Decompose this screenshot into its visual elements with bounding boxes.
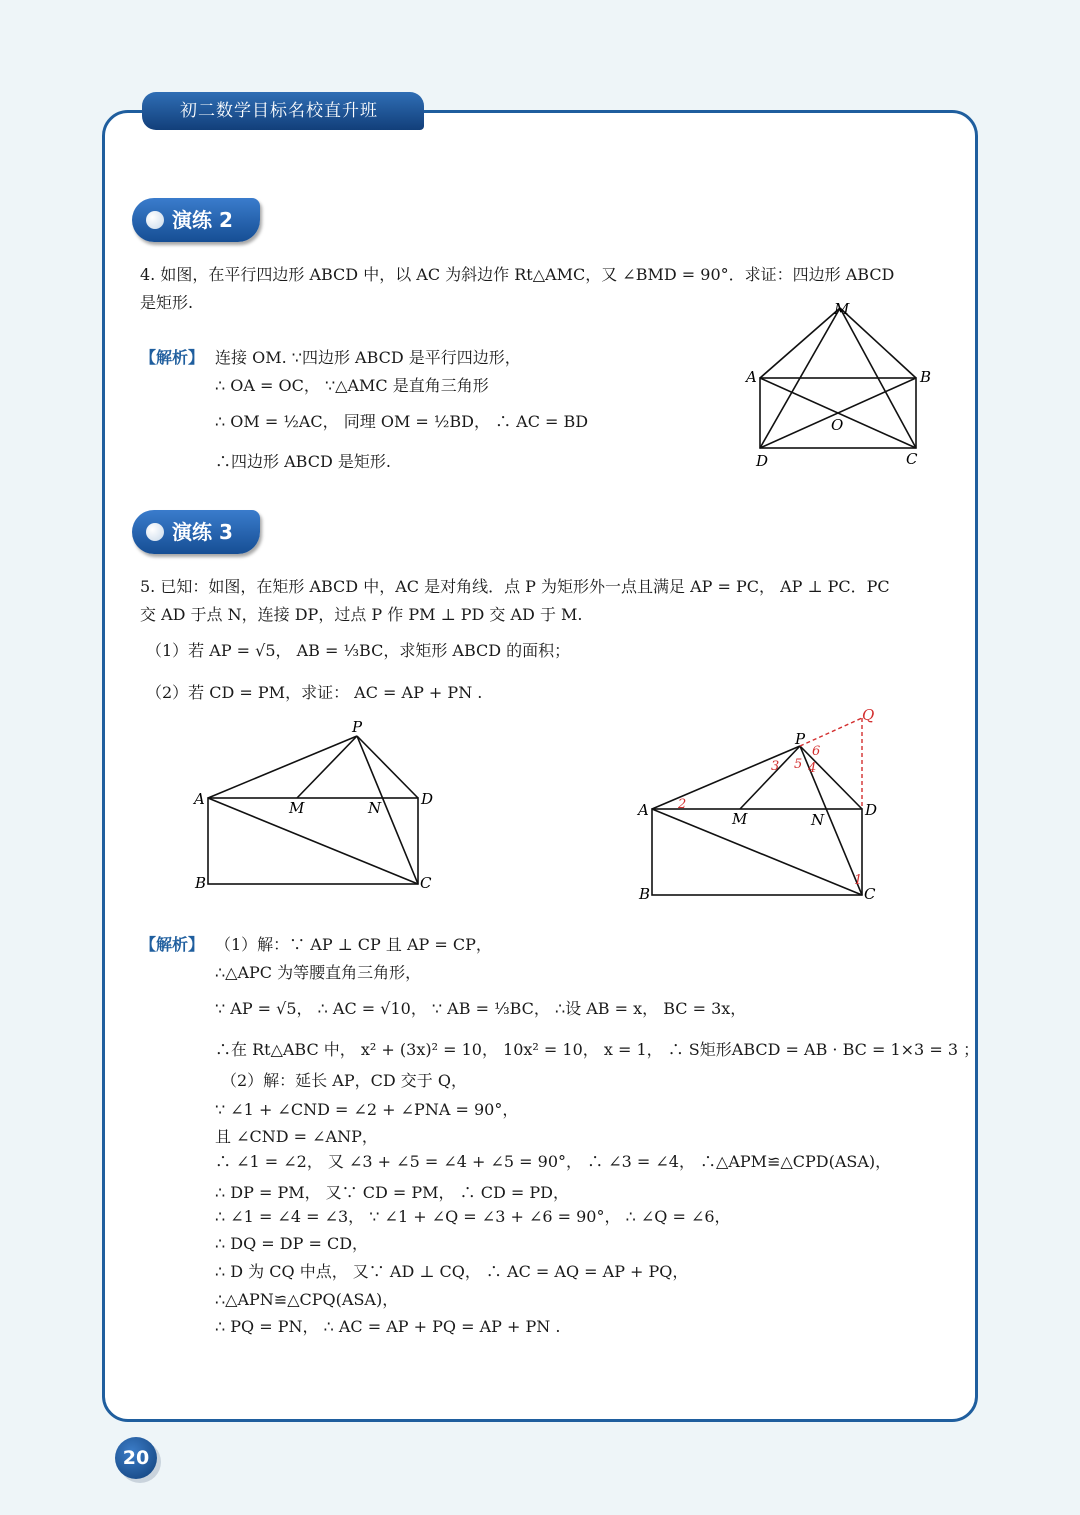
- label-C: C: [420, 874, 432, 892]
- angle-4: 4: [808, 761, 817, 776]
- solution-line: ∵ ∠1 + ∠CND = ∠2 + ∠PNA = 90°，: [215, 1100, 519, 1119]
- figure-rectangle-p: [190, 716, 450, 896]
- label-B: B: [920, 368, 932, 386]
- label-A: A: [746, 368, 757, 386]
- solution-line: （2）解：延长 AP，CD 交于 Q，: [221, 1071, 467, 1090]
- angle-2: 2: [678, 797, 687, 812]
- page-number: 20: [115, 1437, 157, 1479]
- question-5-line1: 5. 已知：如图，在矩形 ABCD 中，AC 是对角线．点 P 为矩形外一点且满足 AP = PC， AP ⊥ PC．PC: [140, 577, 890, 596]
- solution-line: ∴ PQ = PN， ∴ AC = AP + PQ = AP + PN .: [215, 1317, 561, 1336]
- label-A: A: [638, 801, 649, 819]
- label-C: C: [906, 450, 918, 468]
- header-title: 初二数学目标名校直升班: [142, 92, 424, 130]
- question-4-line1: 4. 如图，在平行四边形 ABCD 中，以 AC 为斜边作 Rt△AMC，又 ∠BMD = 90°．求证：四边形 ABCD: [140, 265, 895, 284]
- solution-line: ∴ ∠1 = ∠2， 又 ∠3 + ∠5 = ∠4 + ∠5 = 90°， ∴ ∠3 = ∠4， ∴△APM≌△CPD(ASA)，: [215, 1152, 892, 1171]
- solution-line: （1）解：∵ AP ⊥ CP 且 AP = CP，: [215, 935, 492, 954]
- label-D: D: [756, 452, 769, 470]
- solution-line: ∴ OA = OC， ∵△AMC 是直角三角形: [215, 376, 489, 395]
- question-5-part1: （1）若 AP = √5， AB = ⅓BC，求矩形 ABCD 的面积；: [146, 641, 571, 660]
- figure-rectangle-pq: [636, 704, 896, 906]
- solution-line: ∴ DP = PM， 又∵ CD = PM， ∴ CD = PD，: [215, 1183, 569, 1202]
- angle-6: 6: [812, 744, 821, 759]
- label-D: D: [421, 790, 434, 808]
- label-D: D: [865, 801, 878, 819]
- solution-line: ∴在 Rt△ABC 中， x² + (3x)² = 10， 10x² = 10， x = 1， ∴ S矩形ABCD = AB · BC = 1×3 = 3 ；: [215, 1040, 980, 1059]
- label-N: N: [811, 811, 825, 829]
- solution-line: ∴△APN≌△CPQ(ASA)，: [215, 1290, 399, 1309]
- solution-line: ∴ OM = ½AC， 同理 OM = ½BD， ∴ AC = BD: [215, 412, 589, 431]
- angle-1: 1: [854, 873, 863, 888]
- bullet-icon: [146, 211, 164, 229]
- solution-label: 【解析】: [140, 348, 205, 367]
- question-5-part2: （2）若 CD = PM，求证： AC = AP + PN .: [146, 683, 483, 702]
- solution-line: ∵ AP = √5， ∴ AC = √10， ∵ AB = ⅓BC， ∴设 AB = x， BC = 3x，: [215, 999, 747, 1018]
- label-C: C: [864, 885, 876, 903]
- question-5-line2: 交 AD 于点 N，连接 DP，过点 P 作 PM ⊥ PD 交 AD 于 M.: [140, 605, 583, 624]
- label-M: M: [289, 799, 305, 817]
- section-badge-2: [132, 198, 260, 242]
- badge-label: 演练 3: [172, 520, 233, 544]
- section-badge-3: [132, 510, 260, 554]
- question-4-line2: 是矩形.: [140, 293, 194, 312]
- solution-line: ∴ ∠1 = ∠4 = ∠3， ∵ ∠1 + ∠Q = ∠3 + ∠6 = 90°， ∴ ∠Q = ∠6，: [215, 1207, 731, 1226]
- solution-label: 【解析】: [140, 935, 205, 954]
- label-P: P: [795, 730, 806, 748]
- figure-rectangle-m: [740, 296, 940, 476]
- badge-label: 演练 2: [172, 208, 233, 232]
- solution-line: 且 ∠CND = ∠ANP，: [215, 1127, 378, 1146]
- label-M: M: [834, 300, 850, 318]
- solution-line: ∴ D 为 CQ 中点， 又∵ AD ⊥ CQ， ∴ AC = AQ = AP + PQ，: [215, 1262, 689, 1281]
- label-A: A: [194, 790, 205, 808]
- label-Q: Q: [862, 706, 875, 724]
- angle-5: 5: [794, 757, 803, 772]
- label-M: M: [732, 810, 748, 828]
- solution-line: ∴四边形 ABCD 是矩形.: [215, 452, 391, 471]
- bullet-icon: [146, 523, 164, 541]
- solution-line: ∴△APC 为等腰直角三角形，: [215, 963, 422, 982]
- label-P: P: [352, 718, 363, 736]
- label-N: N: [368, 799, 382, 817]
- solution-line: 连接 OM. ∵四边形 ABCD 是平行四边形，: [215, 348, 521, 367]
- label-B: B: [639, 885, 651, 903]
- angle-3: 3: [771, 759, 780, 774]
- label-O: O: [831, 416, 844, 434]
- label-B: B: [195, 874, 207, 892]
- solution-line: ∴ DQ = DP = CD，: [215, 1234, 369, 1253]
